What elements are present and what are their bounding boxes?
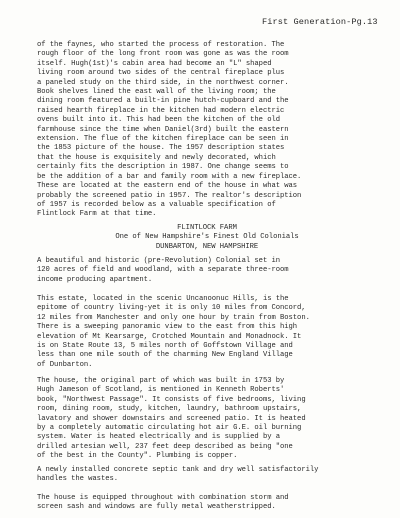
text-line: income producing apartment. (37, 275, 153, 284)
text-line: Book shelves lined the east wall of the living room; the (37, 88, 276, 97)
text-line: extension. The flue of the kitchen fireplace can be seen in (37, 135, 289, 144)
text-line: handles the wastes. (37, 475, 119, 484)
text-line: There is a sweeping panoramic view to the east from this high (37, 323, 298, 332)
paragraph-septic (37, 466, 377, 485)
text-line: raised hearth fireplace in the kitchen had modern electric (37, 106, 285, 115)
text-line: The house, the original part of which was built in 1753 by (37, 377, 285, 385)
text-line: is on State Route 13, 5 miles north of Goffstown Village and (37, 342, 293, 351)
text-line: book, "Northwest Passage". It consists of five bedrooms, living (37, 395, 306, 404)
text-line: 120 acres of field and woodland, with a separate three-room (37, 266, 289, 275)
text-line: of Dunbarton. (37, 360, 93, 369)
text-line: farmhouse since the time when Daniel(3rd) built the eastern (37, 125, 289, 134)
text-line: Hugh Jameson of Scotland, is mentioned in Kenneth Roberts' (37, 386, 285, 395)
text-line: screen sash and windows are fully metal weatherstripped. (37, 503, 276, 512)
heading-location: DUNBARTON, NEW HAMPSHIRE (155, 242, 259, 251)
text-line: certainly fits the description in 1987. One change seems to (37, 163, 289, 172)
text-line: system. Water is heated electrically and is supplied by a (37, 433, 281, 442)
text-line: lavatory and shower downstairs and screened patio. It is heated (37, 414, 306, 423)
text-line: a paneled study on the third side, in the northwest corner. (37, 78, 289, 87)
page-header: First Generation-Pg.13 (262, 17, 378, 27)
text-line: that the house is exquisitely and newly decorated, which (37, 153, 276, 162)
paragraph-windows (37, 494, 377, 513)
text-line: epitome of country living-yet it is only 10 miles from Concord, (37, 304, 306, 313)
section-heading (37, 224, 377, 252)
heading-subtitle: One of New Hampshire's Finest Old Colonials (115, 233, 299, 242)
text-line: elevation of Mt Kearsarge, Crotched Mountain and Monadnock. It (37, 332, 302, 341)
paragraph-house (37, 377, 377, 462)
text-line: of the faynes, who started the process of restoration. The (37, 41, 285, 49)
text-line: dining room featured a built-in pine hutch-cupboard and the (37, 97, 289, 106)
paragraph-restoration (37, 41, 377, 220)
text-line: probably the screened patio in 1957. The realtor's description (37, 191, 302, 200)
text-line: the 1853 picture of the house. The 1957 description states (37, 144, 285, 153)
paragraph-location (37, 295, 377, 370)
heading-title: FLINTLOCK FARM (177, 224, 237, 232)
text-line: of the best in the County". Plumbing is copper. (37, 452, 238, 461)
text-line: The house is equipped throughout with combination storm and (37, 494, 289, 502)
text-line: Flintlock Farm at that time. (37, 210, 157, 219)
text-line: 12 miles from Manchester and only one hour by train from Boston. (37, 313, 310, 322)
text-line: room, dining room, study, kitchen, laundry, bathroom upstairs, (37, 405, 302, 414)
text-line: This estate, located in the scenic Uncanoonuc Hills, is the (37, 295, 289, 303)
text-line: living room around two sides of the central fireplace plus (37, 69, 285, 78)
text-line: A beautiful and historic (pre-Revolution) Colonial set in (37, 257, 281, 265)
text-line: be the addition of a bar and family room with a new fireplace. (37, 172, 302, 181)
text-line: These are located at the eastern end of the house in what was (37, 182, 298, 191)
text-line: itself. Hugh(1st)'s cabin area had become an "L" shaped (37, 59, 272, 68)
text-line: less than one mile south of the charming New England Village (37, 351, 293, 360)
text-line: drilled artesian well, 237 feet deep described as being "one (37, 442, 293, 451)
paragraph-intro (37, 257, 377, 285)
text-line: A newly installed concrete septic tank and dry well satisfactorily (37, 466, 319, 474)
text-line: ovens built into it. This had been the kitchen of the old (37, 116, 281, 125)
text-line: rough floor of the long front room was gone as was the room (37, 50, 289, 59)
text-line: by a completely automatic circulating hot air G.E. oil burning (37, 424, 302, 433)
text-line: of 1957 is recorded below as a valuable specification of (37, 200, 276, 209)
